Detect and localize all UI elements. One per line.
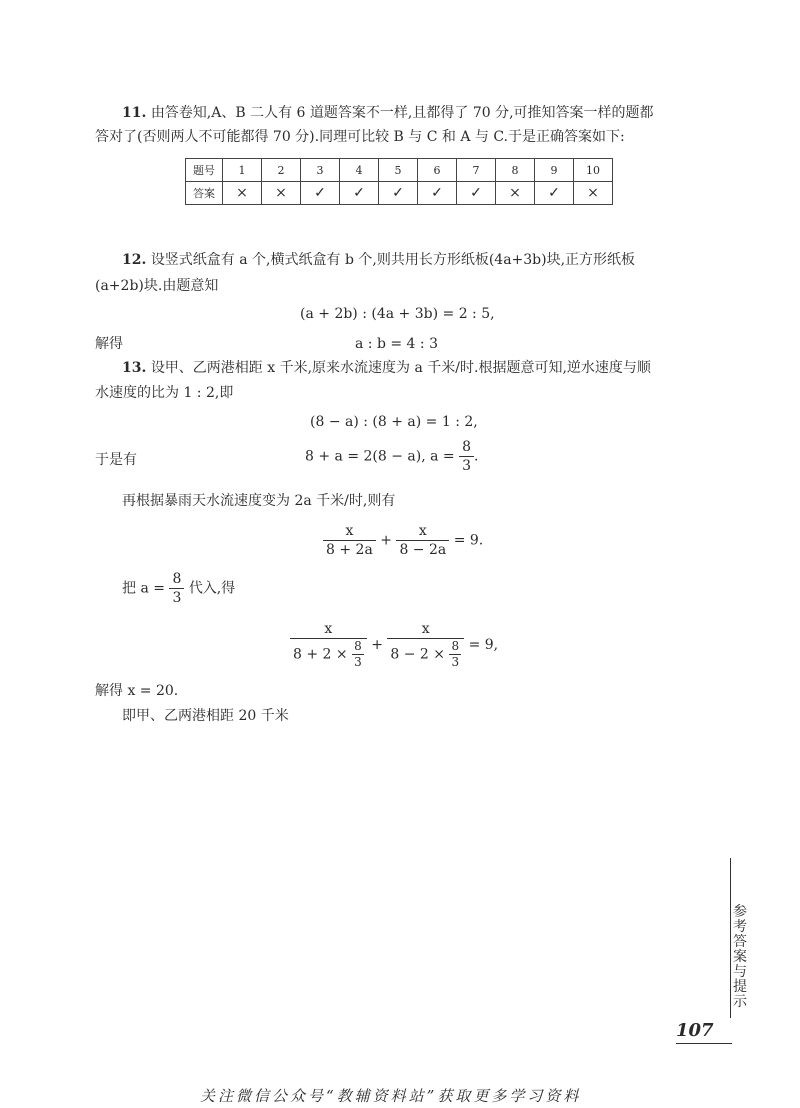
q13-conclusion: 即甲、乙两港相距 20 千米 — [122, 708, 289, 724]
q13-equation-1: (8 − a) : (8 + a) = 1 : 2, — [310, 414, 478, 430]
table-cell: 9 — [535, 159, 574, 182]
answer-mark: ✓ — [457, 182, 496, 205]
answer-mark: ✓ — [535, 182, 574, 205]
table-cell: 10 — [574, 159, 613, 182]
q13-text-1: 设甲、乙两港相距 x 千米,原来水流速度为 a 千米/时.根据题意可知,逆水速度与顺 — [150, 360, 651, 376]
q12-number: 12. — [122, 252, 147, 268]
sidebar-section-title: 参考答案与提示 — [733, 904, 747, 1010]
q12-line-1 — [122, 247, 635, 274]
sub-fraction — [169, 570, 184, 607]
eq3-f2-numerator: x — [396, 522, 449, 541]
eq4-f1-inner-fraction — [352, 639, 364, 670]
q13-equation-2 — [305, 438, 479, 475]
table-cell: 7 — [457, 159, 496, 182]
eq4-fraction-2 — [387, 620, 464, 670]
answer-mark: ✓ — [418, 182, 457, 205]
eq2-fraction — [459, 438, 474, 475]
table-cell: 5 — [379, 159, 418, 182]
eq3-tail: = 9. — [453, 532, 484, 549]
sub-pre: 把 a = — [122, 580, 165, 597]
table-cell: 8 — [496, 159, 535, 182]
q12-text-1: 设竖式纸盒有 a 个,横式纸盒有 b 个,则共用长方形纸板(4a+3b)块,正方形纸板 — [150, 252, 636, 268]
q13-equation-3 — [323, 522, 483, 559]
page-number: 107 — [676, 1020, 714, 1041]
q12-line-2: (a+2b)块.由题意知 — [95, 278, 219, 294]
eq4-f1-denominator — [290, 639, 367, 670]
eq4-f1-numerator: x — [290, 620, 367, 639]
table-cell: 4 — [340, 159, 379, 182]
answer-mark: × — [574, 182, 613, 205]
q13-line-2: 水速度的比为 1 : 2,即 — [95, 385, 234, 401]
table-cell: 3 — [301, 159, 340, 182]
q13-result: 解得 x = 20. — [95, 683, 179, 699]
answer-mark: ✓ — [340, 182, 379, 205]
answer-mark: × — [262, 182, 301, 205]
table-cell: 6 — [418, 159, 457, 182]
eq3-f1-numerator: x — [323, 522, 376, 541]
footer-note: 关注微信公众号“教辅资料站”获取更多学习资料 — [200, 1087, 582, 1105]
q11-text-1: 由答卷知,A、B 二人有 6 道题答案不一样,且都得了 70 分,可推知答案一样的题都 — [150, 105, 654, 121]
sidebar-rule — [730, 858, 731, 1018]
q13-line-3: 再根据暴雨天水流速度变为 2a 千米/时,则有 — [122, 493, 396, 509]
q12-solve-label: 解得 — [95, 336, 123, 352]
q11-line-1 — [122, 100, 654, 127]
eq4-f2-inner-denominator: 3 — [451, 655, 460, 669]
answer-mark: ✓ — [379, 182, 418, 205]
table-header-number: 题号 — [186, 159, 223, 182]
eq4-f1-inner-numerator: 8 — [354, 639, 362, 653]
table-header-answer: 答案 — [186, 182, 223, 205]
answer-mark: ✓ — [301, 182, 340, 205]
q13-substitution — [122, 570, 235, 607]
eq4-f2-numerator: x — [387, 620, 464, 639]
eq3-f1-denominator: 8 + 2a — [326, 542, 373, 558]
q13-number: 13. — [122, 360, 147, 376]
eq4-fraction-1 — [290, 620, 367, 670]
eq4-plus: + — [371, 637, 383, 653]
sub-denominator: 3 — [172, 590, 182, 606]
table-cell: 1 — [223, 159, 262, 182]
eq4-f2-denominator — [387, 639, 464, 670]
table-row-answers — [186, 182, 613, 205]
eq2-left: 8 + a = 2(8 − a), a = — [305, 448, 455, 465]
q12-equation-2: a : b = 4 : 3 — [355, 336, 438, 352]
eq3-fraction-2 — [396, 522, 449, 559]
eq2-numerator: 8 — [459, 438, 474, 457]
answer-table — [185, 158, 613, 205]
eq3-fraction-1 — [323, 522, 376, 559]
eq4-f1-den-pre: 8 + 2 × — [293, 646, 348, 663]
eq4-f2-inner-fraction — [449, 639, 461, 670]
answer-mark: × — [223, 182, 262, 205]
sub-post: 代入,得 — [188, 580, 236, 597]
sub-numerator: 8 — [169, 570, 184, 589]
table-row-numbers — [186, 159, 613, 182]
q11-number: 11. — [122, 105, 147, 121]
q13-equation-4 — [290, 620, 498, 670]
q13-so-label: 于是有 — [95, 452, 137, 468]
page-number-rule — [676, 1043, 732, 1044]
eq2-denominator: 3 — [462, 458, 472, 474]
eq4-f2-inner-numerator: 8 — [451, 639, 460, 653]
q13-line-1 — [122, 355, 651, 382]
answer-mark: × — [496, 182, 535, 205]
eq3-plus: + — [380, 532, 392, 549]
eq4-f1-inner-denominator: 3 — [354, 655, 362, 669]
q12-equation-1: (a + 2b) : (4a + 3b) = 2 : 5, — [300, 306, 495, 322]
eq2-period: . — [474, 448, 479, 465]
eq4-f2-den-pre: 8 − 2 × — [390, 646, 446, 663]
q11-line-2: 答对了(否则两人不可能都得 70 分).同理可比较 B 与 C 和 A 与 C.于是正确答案如下: — [95, 129, 625, 145]
eq4-tail: = 9, — [468, 637, 499, 653]
eq3-f2-denominator: 8 − 2a — [399, 542, 447, 558]
table-cell: 2 — [262, 159, 301, 182]
